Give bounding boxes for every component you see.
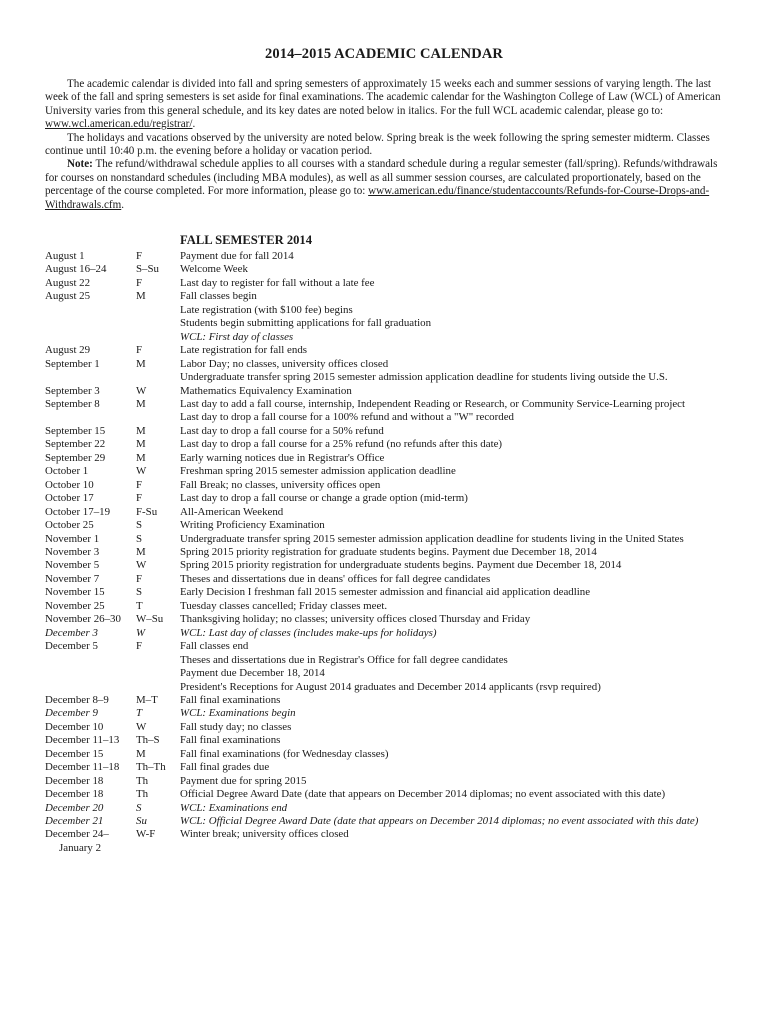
row-day: W [136, 465, 147, 478]
row-day [136, 371, 180, 384]
row-date: September 1 [45, 357, 100, 370]
row-event: WCL: Examinations end [180, 801, 288, 814]
row-date: August 16–24 [45, 263, 107, 276]
row-day: Th [136, 774, 149, 787]
calendar-row [45, 559, 745, 572]
calendar-row [45, 533, 745, 546]
row-day: S [136, 586, 143, 599]
row-event: WCL: First day of classes [180, 330, 294, 343]
row-day: S [136, 519, 143, 532]
calendar-row [45, 586, 745, 599]
calendar-row [45, 573, 745, 586]
calendar-row [45, 371, 745, 384]
calendar-row [45, 681, 745, 694]
row-event: President's Receptions for August 2014 graduates and December 2014 applicants (rsvp required) [180, 680, 601, 693]
calendar-row [45, 600, 745, 613]
row-event: Early warning notices due in Registrar's Office [180, 451, 385, 464]
calendar-row [45, 788, 745, 801]
row-event: Undergraduate transfer spring 2015 semester admission application deadline for students living in the United States [180, 532, 684, 545]
calendar-row [45, 694, 745, 707]
calendar-row [45, 828, 745, 841]
row-date: September 22 [45, 438, 106, 451]
row-event: Late registration for fall ends [180, 344, 308, 357]
row-day: F [136, 250, 143, 262]
row-event: Fall study day; no classes [180, 720, 292, 733]
row-event: Late registration (with $100 fee) begins [180, 303, 353, 316]
row-date [45, 331, 136, 344]
row-event: Fall final examinations (for Wednesday classes) [180, 747, 389, 760]
row-date [45, 317, 136, 330]
row-event: WCL: Examinations begin [180, 707, 296, 720]
calendar-row [45, 815, 745, 828]
row-day: F-Su [136, 505, 158, 518]
calendar-row [45, 425, 745, 438]
row-date: November 3 [45, 545, 100, 558]
row-date: September 29 [45, 451, 106, 464]
calendar-row [45, 438, 745, 451]
row-date: December 20 [45, 801, 104, 814]
row-day [136, 654, 180, 667]
row-day: M [136, 545, 146, 558]
intro-note-paragraph [45, 158, 723, 212]
row-date: December 15 [45, 747, 104, 760]
row-day: F [136, 492, 143, 505]
row-event: Last day to drop a fall course or change a grade option (mid-term) [180, 492, 468, 505]
intro-paragraph-1 [45, 78, 723, 132]
row-event: Spring 2015 priority registration for graduate students begins. Payment due December 18, 2014 [180, 545, 597, 558]
row-event: Official Degree Award Date (date that appears on December 2014 diplomas; no event associated with this date) [180, 788, 666, 801]
row-date: December 11–18 [45, 761, 120, 774]
row-event: Writing Proficiency Examination [180, 519, 325, 532]
row-date: December 10 [45, 720, 104, 733]
calendar-row [45, 290, 745, 303]
intro-paragraph-2: The holidays and vacations observed by the university are noted below. Spring break is the week following the spring semester midterm. Classes continue until 10:40 p.m. the evening before a holiday or vacation period. [45, 131, 710, 158]
calendar-row [45, 263, 745, 276]
row-date: October 17–19 [45, 505, 111, 518]
row-date [45, 411, 136, 424]
calendar-row [45, 640, 745, 653]
row-day: T [136, 707, 143, 720]
row-date: August 25 [45, 290, 91, 303]
calendar-row [45, 519, 745, 532]
row-date: November 5 [45, 559, 100, 572]
calendar-row [45, 452, 745, 465]
intro-text-1: The academic calendar is divided into fall and spring semesters of approximately 15 weeks each and summer sessions of varying length. The last week of the fall and spring semesters is set aside for final examinations. The academic calendar for the Washington College of Law (WCL) of American University varies from this general schedule, and its key dates are noted below in italics. For the full WCL academic calendar, please go to: [45, 78, 721, 117]
row-date: December 3 [45, 626, 98, 639]
row-date: August 1 [45, 250, 85, 262]
row-event [194, 842, 745, 855]
refunds-link[interactable]: www.american.edu/finance/studentaccounts/Refunds-for-Course-Drops-and-Withdrawals.cfm [45, 185, 710, 211]
row-date: October 25 [45, 519, 94, 532]
row-day: M [136, 290, 146, 303]
row-day [136, 667, 180, 680]
row-date: December 18 [45, 788, 104, 801]
row-day [136, 317, 180, 330]
row-date: November 7 [45, 572, 100, 585]
row-day [150, 842, 194, 855]
calendar-row [45, 748, 745, 761]
row-event: Fall final examinations [180, 693, 281, 706]
row-day: Su [136, 815, 147, 828]
row-day: M [136, 438, 146, 451]
row-date: December 24– [45, 828, 109, 841]
row-day: F [136, 344, 143, 357]
calendar-row [45, 317, 745, 330]
row-date: November 26–30 [45, 613, 121, 626]
calendar-row [45, 667, 745, 680]
row-day [136, 304, 180, 317]
calendar-row [45, 479, 745, 492]
row-event: Labor Day; no classes, university offices closed [180, 357, 389, 370]
calendar-row [45, 627, 745, 640]
calendar-row [45, 734, 745, 747]
calendar-table [45, 250, 745, 855]
row-date: September 3 [45, 384, 100, 397]
row-event: Payment due December 18, 2014 [180, 667, 325, 680]
row-event: Last day to register for fall without a late fee [180, 276, 375, 289]
row-date: October 17 [45, 492, 94, 505]
row-day [136, 411, 180, 424]
row-date: December 21 [45, 815, 104, 828]
calendar-row [45, 802, 745, 815]
row-event: Winter break; university offices closed [180, 828, 349, 841]
calendar-row [45, 546, 745, 559]
row-day: S–Su [136, 263, 160, 276]
row-day: M [136, 397, 146, 410]
row-day: Th [136, 788, 149, 801]
note-label: Note: [67, 158, 93, 171]
section-title: FALL SEMESTER 2014 [180, 233, 313, 247]
row-date [45, 371, 136, 384]
row-date [45, 304, 136, 317]
row-date: October 1 [45, 465, 89, 478]
row-event: All-American Weekend [180, 505, 284, 518]
row-day [136, 681, 180, 694]
row-day: M [136, 747, 146, 760]
page-title: 2014–2015 ACADEMIC CALENDAR [265, 46, 503, 62]
calendar-row [45, 277, 745, 290]
row-date: December 8–9 [45, 693, 109, 706]
row-day [136, 331, 180, 344]
row-event: Early Decision I freshman fall 2015 semester admission and financial aid application deadline [180, 586, 591, 599]
row-date: August 29 [45, 344, 91, 357]
calendar-row [45, 506, 745, 519]
row-day: Th–Th [136, 761, 166, 774]
row-event: Freshman spring 2015 semester admission application deadline [180, 465, 456, 478]
calendar-row [45, 398, 745, 411]
calendar-row [45, 654, 745, 667]
row-date: December 9 [45, 707, 98, 720]
calendar-row [45, 358, 745, 371]
row-day: F [136, 572, 143, 585]
row-event: Welcome Week [180, 263, 248, 276]
calendar-row [45, 250, 745, 263]
row-event: Payment due for fall 2014 [180, 250, 294, 262]
row-event: Theses and dissertations due in deans' offices for fall degree candidates [180, 572, 491, 585]
calendar-row [45, 385, 745, 398]
calendar-row [45, 465, 745, 478]
row-day: S [136, 801, 142, 814]
calendar-row [45, 411, 745, 424]
row-day: W-F [136, 828, 156, 841]
row-event: Last day to add a fall course, internship, Independent Reading or Research, or Community Service-Learning project [180, 397, 686, 410]
row-event: Thanksgiving holiday; no classes; university offices closed Thursday and Friday [180, 613, 531, 626]
row-event: Payment due for spring 2015 [180, 774, 307, 787]
row-event: WCL: Last day of classes (includes make-ups for holidays) [180, 626, 437, 639]
row-date [45, 681, 136, 694]
row-event: Students begin submitting applications for fall graduation [180, 317, 432, 330]
row-event: Tuesday classes cancelled; Friday classes meet. [180, 599, 388, 612]
row-event: WCL: Official Degree Award Date (date that appears on December 2014 diplomas; no event associated with this date) [180, 815, 699, 828]
calendar-row [45, 761, 745, 774]
row-date: January 2 [59, 841, 102, 854]
row-event: Fall final examinations [180, 734, 281, 747]
row-day: W–Su [136, 613, 164, 626]
row-day: F [136, 478, 143, 491]
row-day: F [136, 640, 143, 653]
row-event: Fall Break; no classes, university offices open [180, 478, 381, 491]
row-event: Last day to drop a fall course for a 100% refund and without a "W" recorded [180, 411, 514, 424]
row-event: Fall final grades due [180, 761, 270, 774]
row-date [45, 667, 136, 680]
intro-section [45, 78, 723, 212]
row-date: November 25 [45, 599, 105, 612]
row-day: M [136, 357, 146, 370]
row-day: W [136, 384, 147, 397]
row-event: Theses and dissertations due in Registrar's Office for fall degree candidates [180, 653, 508, 666]
calendar-row [45, 707, 745, 720]
calendar-row [45, 304, 745, 317]
row-date: September 8 [45, 397, 100, 410]
row-event: Fall classes begin [180, 290, 257, 303]
calendar-row [45, 492, 745, 505]
row-date: December 18 [45, 774, 104, 787]
row-event: Spring 2015 priority registration for undergraduate students begins. Payment due December 18, 2014 [180, 559, 622, 572]
row-day: T [136, 599, 143, 612]
note-text-end: . [121, 198, 125, 211]
row-day: M [136, 424, 146, 437]
row-day: F [136, 276, 143, 289]
row-day: S [136, 532, 143, 545]
wcl-registrar-link[interactable]: www.wcl.american.edu/registrar/ [45, 118, 193, 131]
row-date: December 11–13 [45, 734, 120, 747]
row-date: November 15 [45, 586, 105, 599]
intro-text-1-end: . [192, 118, 196, 131]
row-event: Last day to drop a fall course for a 25% refund (no refunds after this date) [180, 438, 503, 451]
row-date: October 10 [45, 478, 94, 491]
row-date: November 1 [45, 532, 100, 545]
calendar-row [45, 344, 745, 357]
calendar-row [45, 775, 745, 788]
calendar-row [45, 721, 745, 734]
row-event: Undergraduate transfer spring 2015 semester admission application deadline for students living outside the U.S. [180, 371, 668, 384]
row-event: Mathematics Equivalency Examination [180, 384, 352, 397]
row-event: Last day to drop a fall course for a 50% refund [180, 424, 384, 437]
calendar-row [45, 613, 745, 626]
row-day: M–T [136, 693, 158, 706]
row-date [45, 654, 136, 667]
calendar-row [45, 331, 745, 344]
note-text: The refund/withdrawal schedule applies to all courses with a standard schedule during a regular semester (fall/spring). Refunds/withdrawals for courses on nonstandard schedules (including MBA modules), as well as all summer session courses, are calculated proportionately, based on the percentage of the course completed. For more information, please go to: [45, 158, 718, 198]
row-day: Th–S [136, 734, 160, 747]
row-day: W [136, 720, 147, 733]
row-date: December 5 [45, 640, 98, 653]
calendar-row [45, 842, 745, 855]
row-day: W [136, 626, 146, 639]
row-date: August 22 [45, 276, 91, 289]
row-day: M [136, 451, 146, 464]
row-day: W [136, 559, 147, 572]
row-date: September 15 [45, 424, 106, 437]
row-event: Fall classes end [180, 640, 249, 653]
